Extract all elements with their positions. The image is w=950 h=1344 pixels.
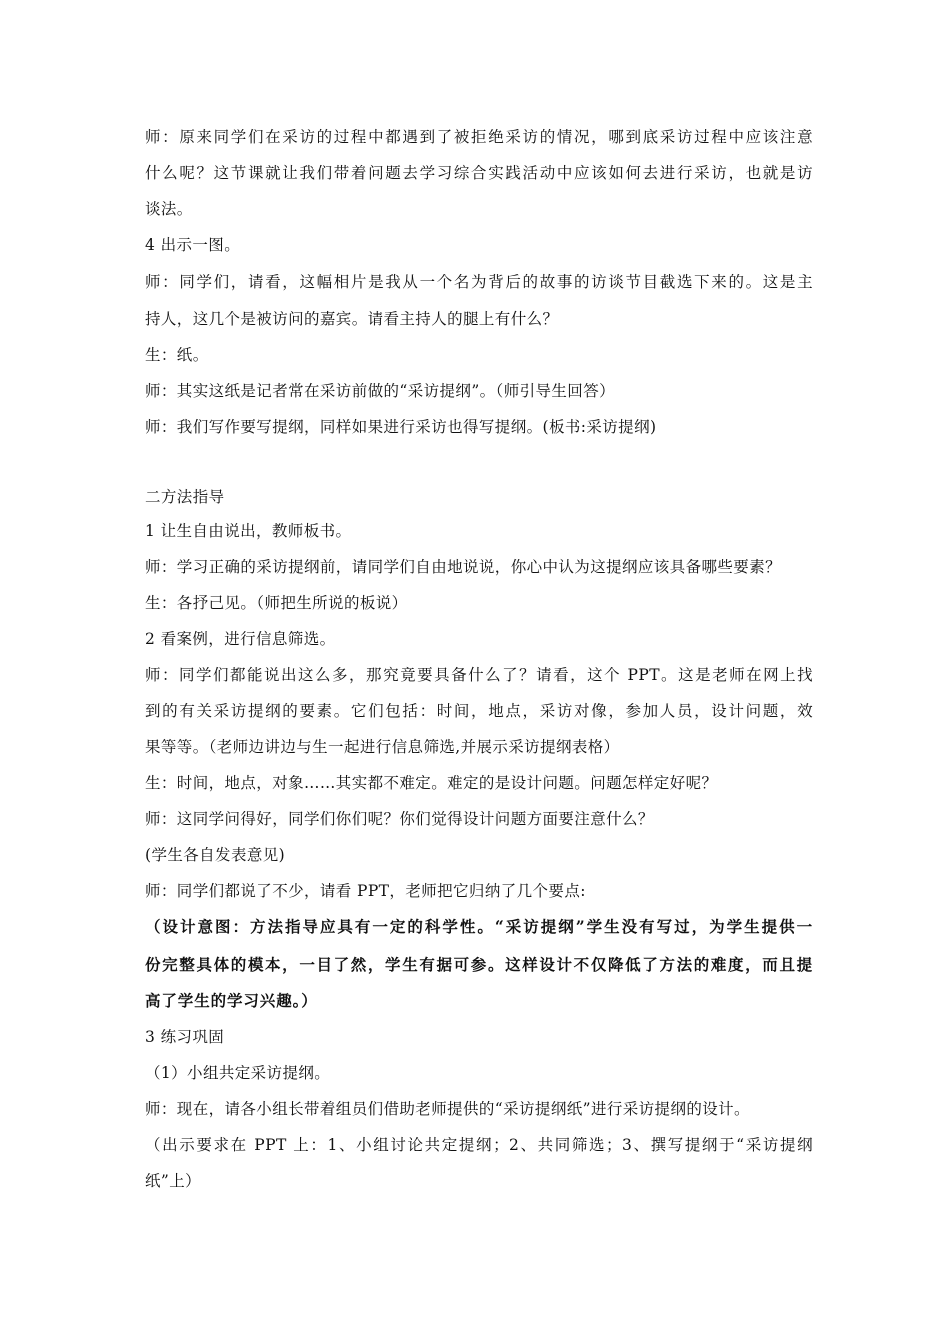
- paragraph-line: （出示要求在 PPT 上：1、小组讨论共定提纲；2、共同筛选；3、撰写提纲于“采访提纲: [145, 1136, 813, 1154]
- design-intent-note: 高了学生的学习兴趣。）: [145, 991, 318, 1010]
- paragraph-line: 师：原来同学们在采访的过程中都遇到了被拒绝采访的情况，哪到底采访过程中应该注意: [145, 128, 813, 146]
- paragraph-line: 生：时间，地点，对象……其实都不难定。难定的是设计问题。问题怎样定好呢？: [145, 774, 718, 792]
- step-heading: 1 让生自由说出，教师板书。: [145, 522, 352, 540]
- section-heading: 二方法指导: [145, 488, 225, 506]
- paragraph-line: 什么呢？这节课就让我们带着问题去学习综合实践活动中应该如何去进行采访，也就是访: [145, 164, 813, 182]
- paragraph-line: 生：各抒己见。（师把生所说的板说）: [145, 594, 408, 612]
- step-heading: 4 出示一图。: [145, 236, 241, 254]
- step-heading: 3 练习巩固: [145, 1028, 225, 1046]
- paragraph-line: 纸”上）: [145, 1172, 202, 1190]
- sub-step-heading: （1）小组共定采访提纲。: [145, 1064, 331, 1082]
- paragraph-line: 谈法。: [145, 200, 193, 218]
- paragraph-line: 师：我们写作要写提纲，同样如果进行采访也得写提纲。(板书:采访提纲): [145, 418, 657, 436]
- paragraph-line: 师：其实这纸是记者常在采访前做的“采访提纲”。（师引导生回答）: [145, 382, 616, 400]
- design-intent-note: （设计意图：方法指导应具有一定的科学性。“采访提纲”学生没有写过，为学生提供一: [145, 917, 813, 936]
- paragraph-line: 师：学习正确的采访提纲前，请同学们自由地说说，你心中认为这提纲应该具备哪些要素？: [145, 558, 782, 576]
- paragraph-line: 持人，这几个是被访问的嘉宾。请看主持人的腿上有什么？: [145, 310, 559, 328]
- paragraph-line: 果等等。（老师边讲边与生一起进行信息筛选,并展示采访提纲表格）: [145, 738, 620, 756]
- paragraph-line: (学生各自发表意见): [145, 846, 286, 864]
- design-intent-note: 份完整具体的模本，一目了然，学生有据可参。这样设计不仅降低了方法的难度，而且提: [145, 955, 813, 974]
- paragraph-line: 到的有关采访提纲的要素。它们包括：时间，地点，采访对像，参加人员，设计问题，效: [145, 702, 813, 720]
- paragraph-line: 师：同学们，请看，这幅相片是我从一个名为背后的故事的访谈节目截选下来的。这是主: [145, 273, 813, 291]
- paragraph-line: 师：这同学问得好，同学们你们呢？你们觉得设计问题方面要注意什么？: [145, 810, 654, 828]
- paragraph-line: 师：现在，请各小组长带着组员们借助老师提供的“采访提纲纸”进行采访提纲的设计。: [145, 1100, 750, 1118]
- step-heading: 2 看案例，进行信息筛选。: [145, 630, 336, 648]
- paragraph-line: 师：同学们都能说出这么多，那究竟要具备什么了？请看，这个 PPT。这是老师在网上找: [145, 666, 813, 684]
- paragraph-line: 生：纸。: [145, 346, 209, 364]
- paragraph-line: 师：同学们都说了不少，请看 PPT，老师把它归纳了几个要点:: [145, 882, 586, 900]
